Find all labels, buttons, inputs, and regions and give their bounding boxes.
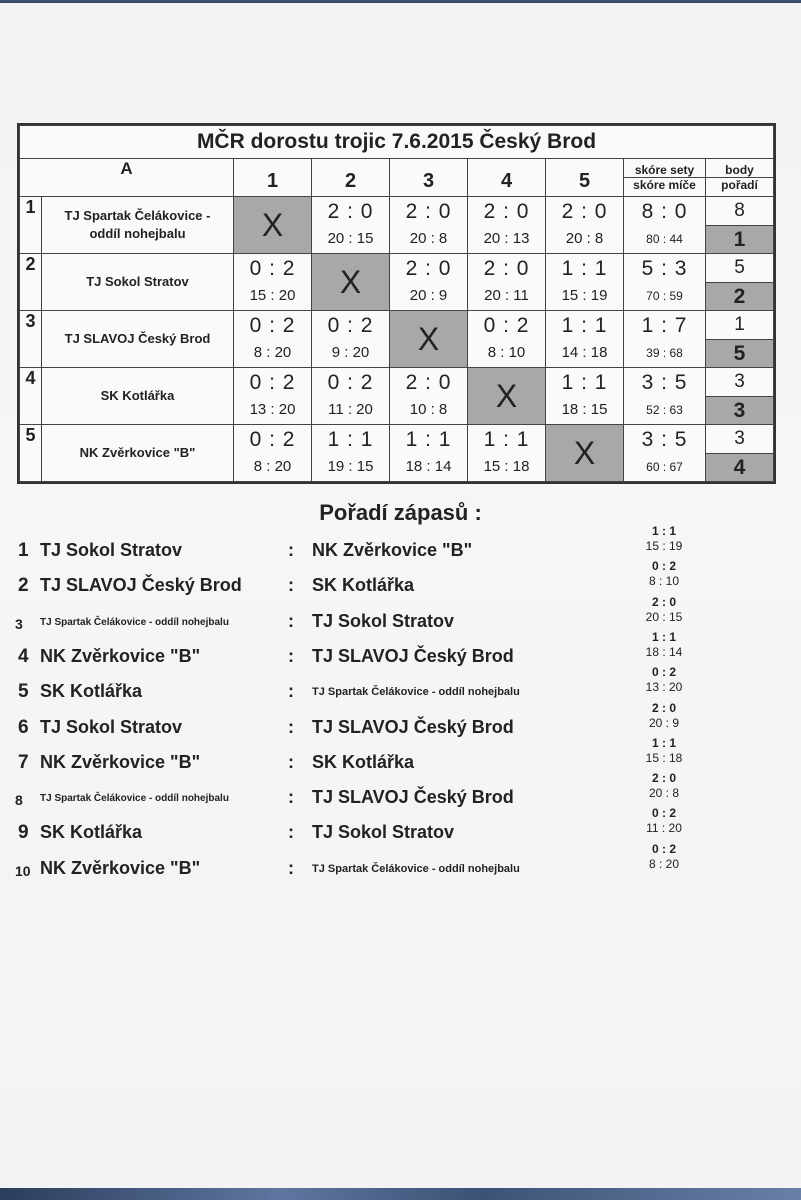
match-number: 4	[18, 645, 29, 667]
team-name	[42, 311, 234, 368]
points-rank-cell	[706, 311, 774, 368]
match-result	[632, 630, 696, 660]
total-balls: 80 : 44	[646, 232, 683, 246]
team-name-line1: TJ Spartak Čelákovice -	[64, 208, 211, 223]
match-result-sets: 2 : 0	[651, 700, 676, 715]
team-points: 8	[734, 200, 745, 221]
total-score-cell	[624, 311, 706, 368]
team-rank: 1	[706, 225, 773, 253]
match-sets: 0 : 2	[249, 371, 296, 394]
match-result	[632, 842, 696, 872]
team-name	[42, 254, 234, 311]
match-home-team: SK Kotlářka	[40, 681, 143, 702]
match-balls: 15 : 19	[561, 287, 608, 304]
match-sets: 1 : 1	[327, 428, 374, 451]
match-separator: :	[288, 822, 294, 843]
score-sets-label: skóre sety	[624, 163, 705, 178]
match-result-sets: 1 : 1	[651, 629, 676, 644]
team-rank: 3	[706, 396, 773, 424]
column-header-2: 2	[312, 159, 390, 197]
match-number: 9	[18, 822, 29, 844]
schedule-title: Pořadí zápasů :	[319, 500, 482, 525]
team-number: 4	[20, 368, 42, 425]
column-header-4: 4	[468, 159, 546, 197]
match-separator: :	[288, 681, 294, 702]
points-label: body	[706, 163, 773, 178]
match-result-sets: 2 : 0	[651, 771, 676, 786]
match-result-balls: 15 : 18	[645, 750, 683, 765]
match-result-cell	[312, 425, 390, 482]
match-result-cell	[546, 197, 624, 254]
match-sets: 2 : 0	[405, 200, 452, 223]
match-sets: 1 : 1	[405, 428, 452, 451]
total-balls: 39 : 68	[646, 346, 683, 360]
match-number: 10	[15, 862, 31, 879]
match-separator: :	[288, 751, 294, 772]
match-result-sets: 1 : 1	[651, 524, 676, 538]
total-score-cell	[624, 368, 706, 425]
match-sets: 2 : 0	[327, 200, 374, 223]
match-result-cell	[390, 254, 468, 311]
match-result-sets: 0 : 2	[651, 665, 676, 680]
team-number: 1	[20, 197, 42, 254]
match-result-cell	[468, 425, 546, 482]
points-rank-cell	[706, 254, 774, 311]
team-name-line2: oddíl nohejbalu	[89, 226, 186, 241]
grid-title: MČR dorostu trojic 7.6.2015 Český Brod	[20, 126, 774, 159]
match-result-sets: 0 : 2	[651, 806, 676, 821]
total-sets: 3 : 5	[641, 371, 688, 394]
team-name-line1: TJ SLAVOJ Český Brod	[64, 331, 211, 346]
match-separator: :	[288, 787, 294, 808]
match-separator: :	[288, 610, 294, 631]
match-number: 1	[18, 540, 29, 561]
points-rank-cell	[706, 425, 774, 482]
team-points: 5	[734, 257, 745, 278]
match-result-sets: 1 : 1	[651, 735, 676, 750]
match-home-team: SK Kotlářka	[40, 822, 143, 843]
match-number: 2	[18, 575, 29, 597]
team-name	[42, 197, 234, 254]
team-name-line1: SK Kotlářka	[100, 388, 175, 403]
match-result-cell	[468, 311, 546, 368]
match-sets: 1 : 1	[483, 428, 530, 451]
match-result-balls: 18 : 14	[645, 644, 683, 659]
total-balls: 52 : 63	[646, 403, 683, 417]
match-sets: 1 : 1	[561, 371, 608, 394]
match-balls: 8 : 10	[487, 344, 526, 361]
match-home-team: TJ Sokol Stratov	[40, 716, 183, 737]
match-sets: 0 : 2	[327, 371, 374, 394]
results-table	[19, 125, 774, 482]
total-sets: 5 : 3	[641, 257, 688, 280]
match-result-sets: 0 : 2	[651, 841, 676, 856]
match-number: 3	[15, 615, 23, 632]
match-home-team: NK Zvěrkovice "B"	[40, 645, 201, 666]
match-sets: 1 : 1	[561, 257, 608, 280]
match-away-team: SK Kotlářka	[312, 575, 415, 596]
match-balls: 15 : 18	[483, 458, 530, 475]
team-name	[42, 425, 234, 482]
match-result	[632, 559, 696, 589]
match-balls: 13 : 20	[249, 401, 296, 418]
match-row	[0, 841, 801, 888]
match-result-cell	[312, 368, 390, 425]
match-result	[632, 736, 696, 766]
match-balls: 9 : 20	[331, 344, 370, 361]
team-points: 1	[734, 314, 745, 335]
match-balls: 14 : 18	[561, 344, 608, 361]
match-sets: 0 : 2	[327, 314, 374, 337]
match-balls: 20 : 13	[483, 230, 530, 247]
match-away-team: SK Kotlářka	[312, 751, 415, 772]
team-row	[20, 197, 774, 254]
match-result-cell	[390, 425, 468, 482]
total-balls: 70 : 59	[646, 289, 683, 303]
match-away-team: NK Zvěrkovice "B"	[312, 540, 473, 560]
match-result	[632, 701, 696, 731]
match-result-cell	[312, 311, 390, 368]
match-balls: 11 : 20	[328, 401, 373, 418]
self-match-cell: X	[390, 311, 468, 368]
match-balls: 15 : 20	[249, 287, 296, 304]
match-away-team: TJ Sokol Stratov	[312, 610, 455, 631]
match-sets: 2 : 0	[483, 200, 530, 223]
match-result	[632, 806, 696, 836]
match-balls: 20 : 15	[327, 230, 374, 247]
match-result-cell	[234, 311, 312, 368]
team-rank: 2	[706, 282, 773, 310]
match-sets: 2 : 0	[405, 257, 452, 280]
rank-label: pořadí	[721, 178, 758, 192]
total-score-cell	[624, 254, 706, 311]
total-sets: 1 : 7	[641, 314, 688, 337]
match-balls: 20 : 11	[484, 287, 529, 304]
column-header-1: 1	[234, 159, 312, 197]
match-sets: 0 : 2	[249, 314, 296, 337]
match-sets: 1 : 1	[561, 314, 608, 337]
match-balls: 19 : 15	[327, 458, 374, 475]
column-header-5: 5	[546, 159, 624, 197]
match-balls: 20 : 9	[409, 287, 448, 304]
match-number: 5	[18, 681, 29, 703]
match-result-cell	[234, 254, 312, 311]
team-number: 2	[20, 254, 42, 311]
match-home-team: TJ Spartak Čelákovice - oddíl nohejbalu	[40, 616, 229, 628]
match-sets: 2 : 0	[561, 200, 608, 223]
total-score-cell	[624, 425, 706, 482]
team-rank: 4	[706, 453, 773, 481]
team-number: 5	[20, 425, 42, 482]
team-name	[42, 368, 234, 425]
match-result	[632, 524, 696, 554]
team-rank: 5	[706, 339, 773, 367]
points-header	[706, 159, 774, 197]
background-surface	[0, 1188, 801, 1200]
match-result-balls: 20 : 15	[645, 609, 683, 624]
match-separator: :	[288, 540, 294, 560]
match-balls: 8 : 20	[253, 458, 292, 475]
match-result-balls: 20 : 9	[648, 715, 680, 730]
match-away-team: TJ SLAVOJ Český Brod	[312, 645, 514, 666]
team-row	[20, 425, 774, 482]
match-result-cell	[234, 425, 312, 482]
team-row	[20, 368, 774, 425]
match-home-team: TJ Spartak Čelákovice - oddíl nohejbalu	[40, 793, 229, 805]
match-result-cell	[546, 254, 624, 311]
match-home-team: NK Zvěrkovice "B"	[40, 857, 201, 878]
self-match-cell: X	[546, 425, 624, 482]
total-score-cell	[624, 197, 706, 254]
match-number: 6	[18, 716, 29, 738]
match-result-balls: 11 : 20	[646, 821, 682, 836]
match-away-team: TJ Spartak Čelákovice - oddíl nohejbalu	[312, 686, 520, 699]
total-sets: 3 : 5	[641, 428, 688, 451]
self-match-cell: X	[234, 197, 312, 254]
team-number: 3	[20, 311, 42, 368]
match-result-balls: 13 : 20	[645, 680, 683, 695]
match-home-team: NK Zvěrkovice "B"	[40, 751, 201, 772]
match-separator: :	[288, 857, 294, 878]
results-grid	[17, 123, 776, 484]
team-points: 3	[734, 371, 745, 392]
match-result-sets: 0 : 2	[651, 559, 676, 574]
match-sets: 2 : 0	[405, 371, 452, 394]
points-rank-cell	[706, 197, 774, 254]
match-separator: :	[288, 645, 294, 666]
match-away-team: TJ Spartak Čelákovice - oddíl nohejbalu	[312, 862, 520, 875]
match-result-balls: 15 : 19	[645, 539, 683, 553]
points-rank-cell	[706, 368, 774, 425]
match-result-cell	[546, 311, 624, 368]
match-result-cell	[546, 368, 624, 425]
match-number: 7	[18, 751, 29, 773]
match-separator: :	[288, 716, 294, 737]
match-balls: 8 : 20	[253, 344, 292, 361]
match-result-cell	[390, 368, 468, 425]
match-result	[632, 665, 696, 695]
match-number: 8	[15, 792, 23, 809]
match-result-balls: 8 : 10	[648, 574, 680, 589]
score-balls-label: skóre míče	[633, 178, 696, 192]
group-label: A	[20, 159, 234, 197]
match-result-cell	[390, 197, 468, 254]
match-separator: :	[288, 575, 294, 596]
match-sets: 0 : 2	[249, 428, 296, 451]
match-result-cell	[312, 197, 390, 254]
match-result	[632, 595, 696, 625]
match-balls: 18 : 15	[561, 401, 608, 418]
match-sets: 0 : 2	[483, 314, 530, 337]
match-result-balls: 8 : 20	[648, 856, 680, 871]
match-away-team: TJ SLAVOJ Český Brod	[312, 716, 514, 737]
self-match-cell: X	[468, 368, 546, 425]
column-header-3: 3	[390, 159, 468, 197]
total-sets: 8 : 0	[641, 200, 688, 223]
match-balls: 20 : 8	[409, 230, 448, 247]
team-name-line1: NK Zvěrkovice "B"	[79, 445, 196, 460]
team-row	[20, 311, 774, 368]
match-result-balls: 20 : 8	[648, 786, 680, 801]
match-home-team: TJ Sokol Stratov	[40, 540, 183, 560]
total-balls: 60 : 67	[646, 460, 683, 474]
match-result-cell	[234, 368, 312, 425]
match-result	[632, 771, 696, 801]
team-points: 3	[734, 428, 745, 449]
match-away-team: TJ SLAVOJ Český Brod	[312, 787, 514, 808]
match-away-team: TJ Sokol Stratov	[312, 822, 455, 843]
match-balls: 20 : 8	[565, 230, 604, 247]
team-row	[20, 254, 774, 311]
match-balls: 18 : 14	[405, 458, 452, 475]
team-name-line1: TJ Sokol Stratov	[86, 274, 189, 289]
match-result-cell	[468, 254, 546, 311]
match-sets: 0 : 2	[249, 257, 296, 280]
score-header	[624, 159, 706, 197]
match-sets: 2 : 0	[483, 257, 530, 280]
match-balls: 10 : 8	[409, 401, 448, 418]
self-match-cell: X	[312, 254, 390, 311]
match-home-team: TJ SLAVOJ Český Brod	[40, 575, 242, 596]
match-result-sets: 2 : 0	[651, 594, 676, 609]
match-result-cell	[468, 197, 546, 254]
